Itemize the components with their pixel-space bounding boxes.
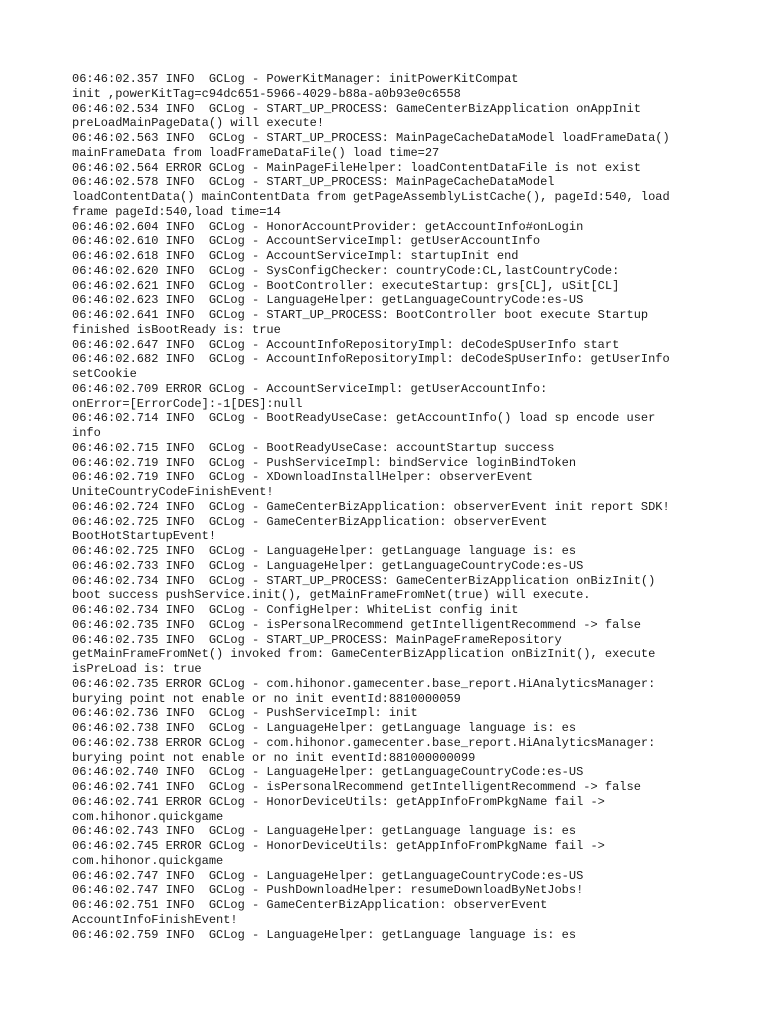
log-line: 06:46:02.735 INFO GCLog - isPersonalRecommend getIntelligentRecommend -> false — [72, 617, 641, 632]
log-line: onError=[ErrorCode]:-1[DES]:null — [72, 396, 303, 411]
log-line: mainFrameData from loadFrameDataFile() load time=27 — [72, 145, 440, 160]
log-line: BootHotStartupEvent! — [72, 529, 217, 544]
log-line: init ,powerKitTag=c94dc651-5966-4029-b88a-a0b93e0c6558 — [72, 86, 461, 101]
log-line: 06:46:02.759 INFO GCLog - LanguageHelper: getLanguage language is: es — [72, 927, 577, 942]
log-line: 06:46:02.719 INFO GCLog - XDownloadInstallHelper: observerEvent — [72, 470, 533, 485]
log-line: 06:46:02.745 ERROR GCLog - HonorDeviceUtils: getAppInfoFromPkgName fail -> — [72, 839, 605, 853]
log-line: 06:46:02.736 INFO GCLog - PushServiceImpl: init — [72, 706, 418, 721]
log-line: com.hihonor.quickgame — [72, 853, 224, 868]
log-line: 06:46:02.610 INFO GCLog - AccountServiceImpl: getUserAccountInfo — [72, 234, 541, 249]
log-line: loadContentData() mainContentData from getPageAssemblyListCache(), pageId:540, load — [72, 190, 670, 204]
log-line: 06:46:02.743 INFO GCLog - LanguageHelper: getLanguage language is: es — [72, 824, 577, 839]
log-line: 06:46:02.647 INFO GCLog - AccountInfoRepositoryImpl: deCodeSpUserInfo start — [72, 337, 620, 352]
log-line: 06:46:02.357 INFO GCLog - PowerKitManager: initPowerKitCompat — [72, 72, 519, 86]
log-line: 06:46:02.735 INFO GCLog - START_UP_PROCESS: MainPageFrameRepository — [72, 632, 562, 647]
log-line: UniteCountryCodeFinishEvent! — [72, 485, 274, 499]
log-line: 06:46:02.719 INFO GCLog - PushServiceImpl: bindService loginBindToken — [72, 455, 577, 470]
log-line: 06:46:02.734 INFO GCLog - START_UP_PROCESS: GameCenterBizApplication onBizInit() — [72, 573, 656, 588]
log-line: 06:46:02.725 INFO GCLog - GameCenterBizApplication: observerEvent — [72, 514, 548, 529]
log-line: 06:46:02.734 INFO GCLog - ConfigHelper: WhiteList config init — [72, 603, 519, 617]
log-line: 06:46:02.714 INFO GCLog - BootReadyUseCase: getAccountInfo() load sp encode user — [72, 411, 656, 426]
log-line: burying point not enable or no init eventId:8810000059 — [72, 691, 461, 706]
log-line: 06:46:02.751 INFO GCLog - GameCenterBizApplication: observerEvent — [72, 898, 548, 912]
log-line: boot success pushService.init(), getMainFrameFromNet(true) will execute. — [72, 588, 591, 603]
log-line: getMainFrameFromNet() invoked from: GameCenterBizApplication onBizInit(), execute — [72, 647, 656, 662]
log-line: burying point not enable or no init eventId:881000000099 — [72, 750, 476, 765]
log-line: 06:46:02.735 ERROR GCLog - com.hihonor.gamecenter.base_report.HiAnalyticsManager: — [72, 676, 656, 691]
log-line: 06:46:02.733 INFO GCLog - LanguageHelper: getLanguageCountryCode:es-US — [72, 558, 584, 573]
log-line: 06:46:02.709 ERROR GCLog - AccountServiceImpl: getUserAccountInfo: — [72, 381, 548, 396]
log-line: 06:46:02.604 INFO GCLog - HonorAccountProvider: getAccountInfo#onLogin — [72, 219, 584, 234]
log-line: 06:46:02.623 INFO GCLog - LanguageHelper: getLanguageCountryCode:es-US — [72, 293, 584, 308]
log-line: 06:46:02.724 INFO GCLog - GameCenterBizApplication: observerEvent init report SDK! — [72, 499, 670, 514]
log-line: setCookie — [72, 367, 137, 381]
log-line: com.hihonor.quickgame — [72, 809, 224, 824]
log-line: 06:46:02.563 INFO GCLog - START_UP_PROCESS: MainPageCacheDataModel loadFrameData() — [72, 131, 670, 145]
log-line: 06:46:02.741 INFO GCLog - isPersonalRecommend getIntelligentRecommend -> false — [72, 780, 641, 794]
log-line: AccountInfoFinishEvent! — [72, 912, 238, 927]
log-line: isPreLoad is: true — [72, 662, 202, 676]
log-line: 06:46:02.747 INFO GCLog - LanguageHelper: getLanguageCountryCode:es-US — [72, 868, 584, 883]
log-line: 06:46:02.578 INFO GCLog - START_UP_PROCESS: MainPageCacheDataModel — [72, 175, 555, 190]
log-line: 06:46:02.741 ERROR GCLog - HonorDeviceUtils: getAppInfoFromPkgName fail -> — [72, 794, 605, 809]
log-line: 06:46:02.740 INFO GCLog - LanguageHelper: getLanguageCountryCode:es-US — [72, 765, 584, 780]
log-line: 06:46:02.534 INFO GCLog - START_UP_PROCESS: GameCenterBizApplication onAppInit — [72, 101, 641, 116]
log-line: 06:46:02.738 ERROR GCLog - com.hihonor.gamecenter.base_report.HiAnalyticsManager: — [72, 735, 656, 750]
log-line: 06:46:02.682 INFO GCLog - AccountInfoRepositoryImpl: deCodeSpUserInfo: getUserInfo — [72, 352, 670, 367]
log-line: 06:46:02.715 INFO GCLog - BootReadyUseCase: accountStartup success — [72, 440, 555, 455]
log-line: finished isBootReady is: true — [72, 322, 281, 337]
log-line: preLoadMainPageData() will execute! — [72, 116, 325, 131]
log-line: 06:46:02.725 INFO GCLog - LanguageHelper: getLanguage language is: es — [72, 544, 577, 558]
log-document — [72, 72, 712, 942]
log-line: 06:46:02.621 INFO GCLog - BootController: executeStartup: grs[CL], uSit[CL] — [72, 278, 620, 293]
log-line: info — [72, 426, 101, 440]
log-line: 06:46:02.618 INFO GCLog - AccountServiceImpl: startupInit end — [72, 249, 519, 263]
log-line: 06:46:02.747 INFO GCLog - PushDownloadHelper: resumeDownloadByNetJobs! — [72, 883, 584, 898]
log-line: 06:46:02.641 INFO GCLog - START_UP_PROCESS: BootController boot execute Startup — [72, 308, 649, 322]
log-line: 06:46:02.738 INFO GCLog - LanguageHelper: getLanguage language is: es — [72, 721, 577, 735]
log-line: 06:46:02.620 INFO GCLog - SysConfigChecker: countryCode:CL,lastCountryCode: — [72, 263, 620, 278]
log-line: 06:46:02.564 ERROR GCLog - MainPageFileHelper: loadContentDataFile is not exist — [72, 160, 641, 175]
log-line: frame pageId:540,load time=14 — [72, 204, 281, 219]
